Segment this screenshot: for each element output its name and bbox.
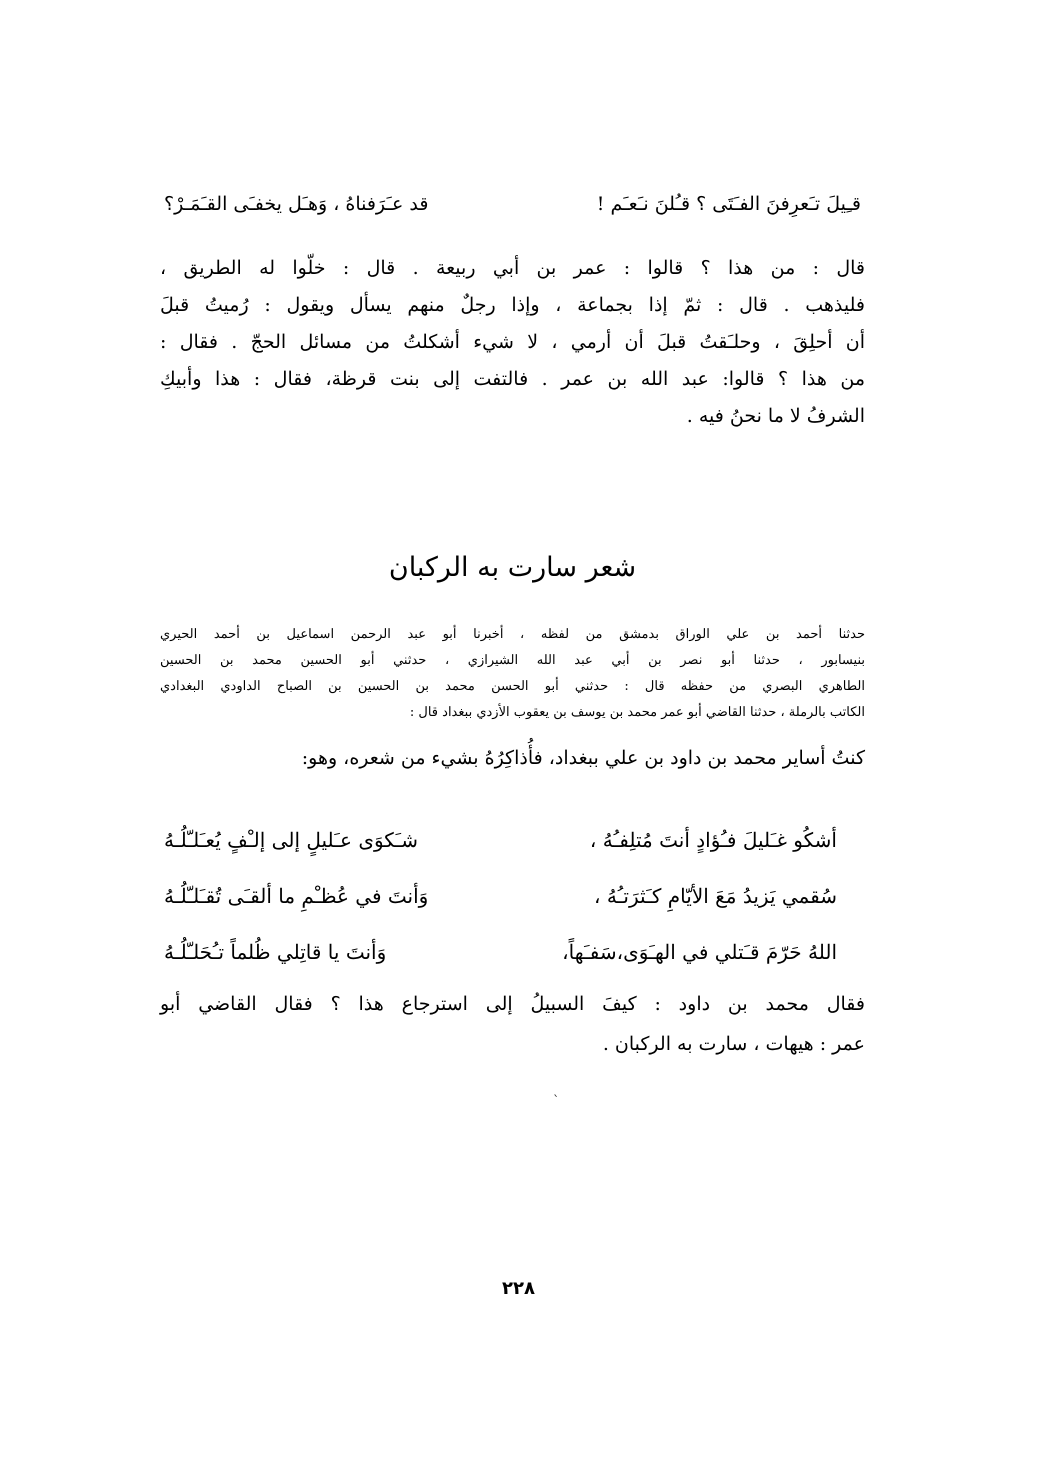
isnad-line: الطاهري البصري من حفظه قال : حدثني أبو الحسن محمد بن الحسين بن الصباح الداودي البغدادي [160, 679, 865, 694]
stray-mark: ` [553, 1094, 560, 1109]
prose-paragraph-2 [160, 984, 865, 1064]
poem-verse [160, 924, 865, 980]
isnad-line: حدثنا أحمد بن علي الوراق بدمشق من لفظه ، أخبرنا أبو عبد الرحمن اسماعيل بن أحمد الحيري [160, 627, 865, 642]
isnad-line: الكاتب بالرملة ، حدثنا القاضي أبو عمر محمد بن يوسف بن يعقوب الأزدي ببغداد قال : [409, 705, 865, 720]
verse-hemistich-second: وَأنتَ في عُظـْمِ ما ألقـَى تُقـَلـّلُـهُ [164, 884, 429, 908]
isnad-line: بنيسابور ، حدثنا أبو نصر بن أبي عبد الله الشيرازي ، حدثني أبو الحسين محمد بن الحسين [160, 653, 865, 668]
verse-hemistich-first: أشكُو غـَليلَ فـُؤادٍ أنتَ مُتلِفـُهُ ، [589, 828, 837, 852]
poem [160, 812, 865, 980]
verse-hemistich-first: سُقمي يَزيدُ مَعَ الأيّامِ كـَثرَتـُهُ ، [594, 884, 837, 908]
prose-paragraph-1 [160, 250, 865, 435]
verse-top [160, 193, 865, 233]
text-line: من هذا ؟ قالوا: عبد الله بن عمر . فالتفت إلى بنت قرظة، فقال : هذا وأبيكِ [160, 368, 865, 390]
isnad-paragraph [160, 622, 865, 726]
intro-line: كنتُ أساير محمد بن داود بن علي ببغداد، فأُذاكِرُهُ بشيء من شعره، وهو: [301, 747, 865, 769]
verse-hemistich-second: شـَكوَى عـَليلٍ إلى إلـْفٍ يُعـَلـّلُـهُ [164, 828, 418, 852]
section-heading: شعر سارت به الركبان [388, 552, 637, 583]
verse-hemistich-first: اللهُ حَرّمَ قـَتلي في الهـَوَى،سَفـَهاً، [562, 940, 837, 964]
poem-verse [160, 868, 865, 924]
page-number: ٢٢٨ [502, 1278, 535, 1299]
text-line: أن أحلِقَ ، وحلـَقتُ قبلَ أن أرمي ، لا شيء أشكلتُ من مسائل الحجّ . فقال : [160, 331, 865, 353]
text-line: فقال محمد بن داود : كيفَ السبيلُ إلى استرجاع هذا ؟ فقال القاضي أبو [160, 993, 865, 1015]
text-line: قال : من هذا ؟ قالوا : عمر بن أبي ربيعة . قال : خلّوا له الطريق ، [160, 257, 865, 279]
verse-hemistich-first: قـِيلَ تـَعرِفنَ الفـَتَى ؟ قـُلنَ نـَعـَم ! [596, 193, 861, 215]
verse-hemistich-second: قد عـَرَفناهُ ، وَهـَل يخفـَى القـَمَـرْ؟ [164, 193, 429, 215]
text-line: الشرفُ لا ما نحنُ فيه . [686, 405, 865, 427]
verse-hemistich-second: وَأنتَ يا قاتِلي ظُلماً تـُحَلـّلُـهُ [164, 940, 387, 964]
text-line: عمر : هيهات ، سارت به الركبان . [602, 1033, 865, 1055]
poem-verse [160, 812, 865, 868]
text-line: فليذهب . قال : ثمّ إذا بجماعة ، وإذا رجلٌ منهم يسأل ويقول : رُميتُ قبلَ [160, 294, 865, 316]
